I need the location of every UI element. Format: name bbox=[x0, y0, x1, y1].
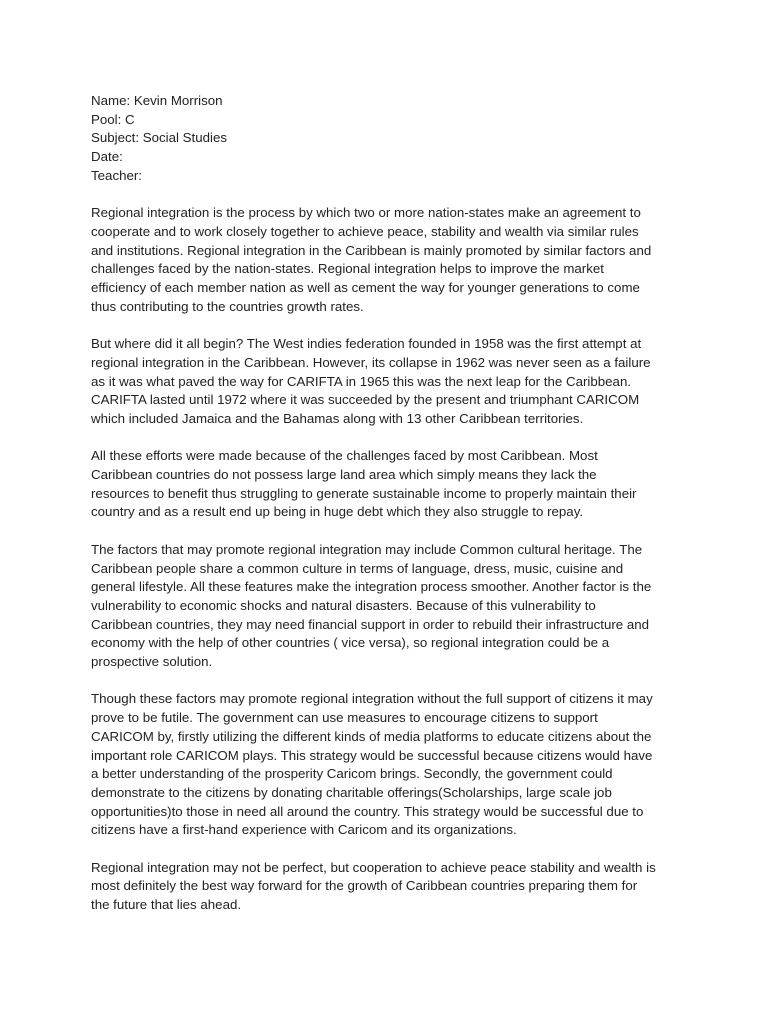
paragraph-citizen-support: Though these factors may promote regional integration without the full support of citizens it may prove to be futile. The government can use measures to encourage citizens to support CARICOM by, firstly utilizing the different kinds of media platforms to educate citizens about the important role CARICOM plays. This strategy would be successful because citizens would have a better understanding of the prosperity Caricom brings. Secondly, the government could demonstrate to the citizens by donating charitable offerings(Scholarships, large scale job opportunities)to those in need all around the country. This strategy would be successful due to citizens have a first-hand experience with Caricom and its organizations. bbox=[91, 691, 653, 838]
paragraph-history: But where did it all begin? The West indies federation founded in 1958 was the first attempt at regional integration in the Caribbean. However, its collapse in 1962 was never seen as a failure as it was what paved the way for CARIFTA in 1965 this was the next leap for the Caribbean. CARIFTA lasted until 1972 where it was succeeded by the present and triumphant CARICOM which included Jamaica and the Bahamas along with 13 other Caribbean territories. bbox=[91, 336, 651, 426]
date-line: Date: bbox=[91, 149, 123, 165]
paragraph-conclusion: Regional integration may not be perfect, but cooperation to achieve peace stability and wealth is most definitely the best way forward for the growth of Caribbean countries preparing them for the future that lies ahead. bbox=[91, 859, 656, 913]
paragraph-introduction: Regional integration is the process by which two or more nation-states make an agreement to cooperate and to work closely together to achieve peace, stability and wealth via similar rules and institutions. Regional integration in the Caribbean is mainly promoted by similar factors and challenges faced by the nation-states. Regional integration helps to improve the market efficiency of each member nation as well as cement the way for younger generations to come thus contributing to the countries growth rates. bbox=[91, 205, 652, 314]
paragraph-challenges: All these efforts were made because of the challenges faced by most Caribbean. Most Caribbean countries do not possess large land area which simply means they lack the resources to benefit thus struggling to generate sustainable income to properly maintain their country and as a result end up being in huge debt which they also struggle to repay. bbox=[91, 448, 637, 520]
student-info-header bbox=[91, 92, 691, 186]
name-line: Name: Kevin Morrison bbox=[91, 93, 223, 108]
paragraph-factors: The factors that may promote regional integration may include Common cultural heritage. The Caribbean people share a common culture in terms of language, dress, music, cuisine and general lifestyle. All these features make the integration process smoother. Another factor is the vulnerability to economic shocks and natural disasters. Because of this vulnerability to Caribbean countries, they may need financial support in order to rebuild their infrastructure and economy with the help of other countries ( vice versa), so regional integration could be a prospective solution. bbox=[91, 541, 652, 670]
teacher-line: Teacher: bbox=[91, 167, 142, 183]
pool-line: Pool: C bbox=[91, 111, 135, 127]
subject-line: Subject: Social Studies bbox=[91, 130, 228, 146]
document-body bbox=[91, 92, 691, 934]
